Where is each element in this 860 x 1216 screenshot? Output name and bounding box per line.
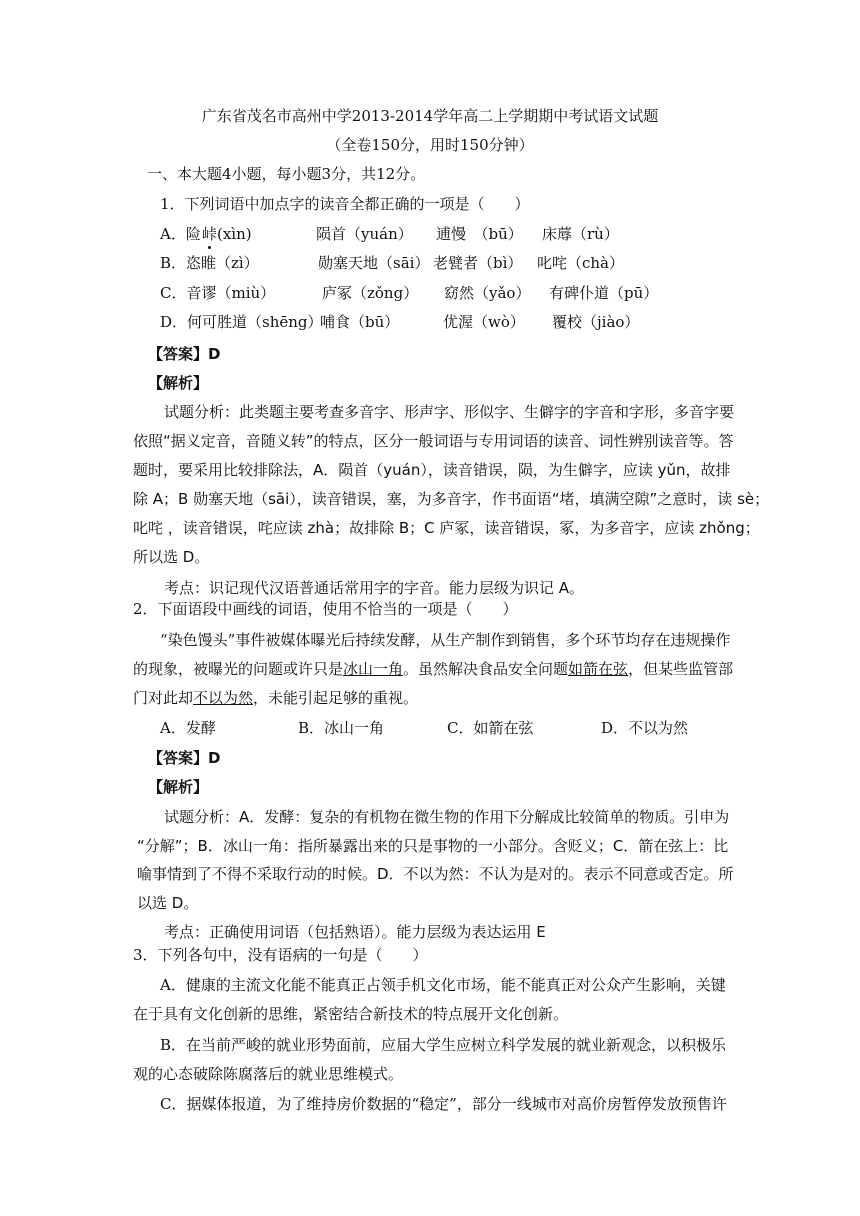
q2-analysis-line: 以选 D。 (137, 894, 199, 912)
q1-answer: 【答案】D (148, 345, 221, 363)
q2-text: 门对此却 (133, 689, 194, 707)
q3-option-b-line2: 观的心态破除陈腐落后的就业思维模式。 (133, 1065, 404, 1083)
q1-d-item4: 覆校（jiào） (552, 313, 640, 331)
q2-underlined-term: 如箭在弦 (568, 660, 629, 678)
q2-option-d: D．不以为然 (601, 719, 689, 737)
q2-option-a: A．发酵 (160, 719, 216, 737)
q2-option-b: B．冰山一角 (298, 719, 385, 737)
q3-option-a-line1: A．健康的主流文化能不能真正占领手机文化市场，能不能真正对公众产生影响，关键 (160, 976, 726, 994)
q1-kaodian: 考点：识记现代汉语普通话常用字的字音。能力层级为识记 A。 (164, 579, 585, 597)
q2-option-c: C．如箭在弦 (447, 719, 534, 737)
q2-text: 。虽然解决食品安全问题 (403, 660, 569, 678)
q2-analysis-label: 【解析】 (148, 778, 209, 796)
q1-stem: 1．下列词语中加点字的读音全都正确的一项是（ ） (160, 195, 530, 213)
q1-c-item4: 有碑仆道（pū） (549, 284, 659, 302)
q2-analysis-line: 试题分析：A．发酵：复杂的有机物在微生物的作用下分解成比较简单的物质。引申为 (164, 808, 730, 826)
q2-analysis-line: 喻事情到了不得不采取行动的时候。D．不以为然：不认为是对的。表示不同意或否定。所 (137, 865, 734, 883)
page-title: 广东省茂名市高州中学2013-2014学年高二上学期期中考试语文试题 (201, 107, 659, 125)
q2-answer: 【答案】D (148, 749, 221, 767)
q2-stem: 2．下面语段中画线的词语，使用不恰当的一项是（ ） (133, 600, 518, 618)
section-heading: 一、本大题4小题，每小题3分，共12分。 (147, 165, 426, 183)
q1-b-item4: 叱咤（chà） (537, 254, 625, 272)
q1-analysis-line: 所以选 D。 (133, 548, 210, 566)
q2-text: ，但某些监管部 (628, 660, 734, 678)
q1-d-item3: 优渥（wò） (443, 313, 525, 331)
q1-b-item1: B．恣睢（zì） (160, 254, 259, 272)
q3-option-c-line1: C．据媒体报道，为了维持房价数据的“稳定”，部分一线城市对高价房暂停发放预售许 (160, 1095, 727, 1113)
q1-analysis-label: 【解析】 (148, 374, 209, 392)
q2-kaodian: 考点：正确使用词语（包括熟语）。能力层级为表达运用 E (164, 923, 546, 941)
q2-passage-line1: “染色馒头”事件被媒体曝光后持续发酵，从生产制作到销售，多个环节均存在违规操作 (160, 631, 731, 649)
q2-underlined-term: 不以为然 (193, 689, 254, 707)
page-subtitle: （全卷150分，用时150分钟） (326, 136, 534, 154)
q2-passage-line3 (133, 688, 418, 708)
q1-a-item4: 床蓐（rù） (542, 225, 619, 243)
q3-option-b-line1: B．在当前严峻的就业形势面前，应届大学生应树立科学发展的就业新观念，以积极乐 (160, 1036, 727, 1054)
q1-a-prefix: A．险 (160, 225, 201, 243)
q1-analysis-line: 叱咤 ，读音错误，咤应读 zhà；故排除 B；C 庐冢，读音错误，冢，为多音字，应读 zhǒng； (133, 519, 760, 537)
q2-analysis-line: “分解”；B．冰山一角：指所暴露出来的只是事物的一小部分。含贬义；C．箭在弦上：比 (137, 837, 729, 855)
q1-analysis-line: 依照“据义定音，音随义转”的特点，区分一般词语与专用词语的读音、词性辨别读音等。答 (133, 432, 734, 450)
q1-a-item2: 陨首（yuán） (316, 225, 413, 243)
q1-c-item1: C．音谬（miù） (160, 284, 276, 302)
q1-a-dotted-char: 峠 (202, 225, 218, 243)
q1-d-item2: 哺食（bū） (320, 313, 400, 331)
q1-b-item2: 勋塞天地（sāi） (318, 254, 430, 272)
q2-text: ，未能引起足够的重视。 (253, 689, 419, 707)
q1-a-pinyin: (xìn) (217, 225, 252, 243)
q1-c-item3: 窈然（yǎo） (444, 284, 531, 302)
q1-analysis-line: 除 A；B 勋塞天地（sāi），读音错误，塞，为多音字，作书面语“堵，填满空隙”之意时，读 sè； (133, 490, 770, 508)
q1-d-item1: D．何可胜道（shēng） (160, 313, 323, 331)
q3-option-a-line2: 在于具有文化创新的思维，紧密结合新技术的特点展开文化创新。 (133, 1005, 569, 1023)
q1-analysis-line: 题时，要采用比较排除法，A．陨首（yuán），读音错误，陨，为生僻字，应读 yǔn，故排 (133, 461, 731, 479)
q2-passage-line2 (133, 659, 733, 679)
q1-a-item3: 逋慢 （bū） (436, 225, 523, 243)
q1-c-item2: 庐冢（zǒng） (322, 284, 419, 302)
q1-b-item3: 老甓者（bì） (433, 254, 523, 272)
q2-text: 的现象，被曝光的问题或许只是 (133, 660, 344, 678)
q2-underlined-term: 冰山一角 (343, 660, 404, 678)
q1-analysis-line: 试题分析：此类题主要考查多音字、形声字、形似字、生僻字的字音和字形，多音字要 (164, 403, 735, 421)
q3-stem: 3．下列各句中，没有语病的一句是（ ） (133, 946, 428, 964)
